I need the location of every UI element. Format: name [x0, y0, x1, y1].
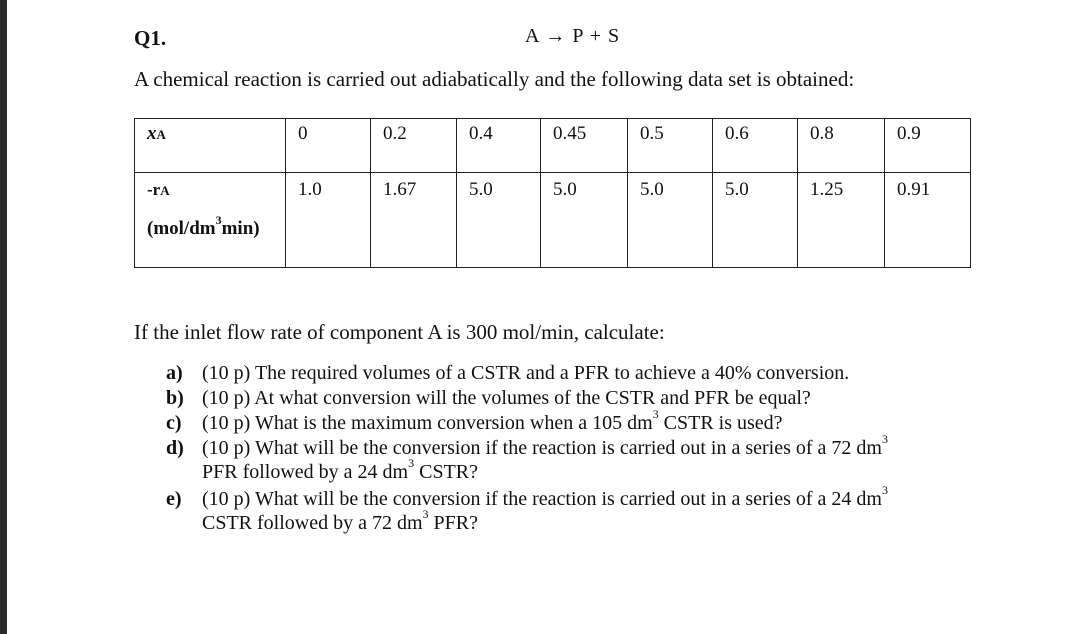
- left-edge-bar: [0, 0, 7, 634]
- rate-cell: 1.67: [371, 173, 457, 268]
- prompt-text: If the inlet flow rate of component A is 300 mol/min, calculate:: [134, 320, 665, 344]
- question-list: [166, 361, 986, 536]
- rate-cell: 0.91: [885, 173, 971, 268]
- conversion-cell: 0: [286, 119, 371, 173]
- rate-cell: 5.0: [713, 173, 798, 268]
- question-e: e) (10 p) What will be the conversion if the reaction is carried out in a series of a 24 $dm^3$ CSTR followed by a 72 $dm^3$ PFR?: [166, 483, 888, 534]
- rate-header: -rA $(mol/dm^3\min)$: [135, 173, 286, 268]
- conversion-header: xA: [135, 119, 286, 173]
- rate-cell: 5.0: [541, 173, 628, 268]
- conversion-cell: 0.5: [628, 119, 713, 173]
- conversion-cell: 0.6: [713, 119, 798, 173]
- conversion-cell: 0.4: [457, 119, 541, 173]
- rate-cell: 1.25: [798, 173, 885, 268]
- rate-cell: 1.0: [286, 173, 371, 268]
- conversion-cell: 0.2: [371, 119, 457, 173]
- question-d: d) (10 p) What will be the conversion if the reaction is carried out in a series of a 72 $dm^3$ PFR followed by a 24 $dm^3$ CSTR?: [166, 432, 888, 483]
- question-label: Q1.: [134, 26, 167, 50]
- conversion-cell: 0.45: [541, 119, 628, 173]
- data-table: [134, 118, 971, 268]
- rate-cell: 5.0: [628, 173, 713, 268]
- question-b: b) (10 p) At what conversion will the volumes of the CSTR and PFR be equal?: [166, 387, 811, 409]
- question-a: a) (10 p) The required volumes of a CSTR and a PFR to achieve a 40% conversion.: [166, 362, 850, 384]
- reaction-equation: A → P + S: [525, 25, 621, 47]
- rate-cell: 5.0: [457, 173, 541, 268]
- conversion-cell: 0.9: [885, 119, 971, 173]
- question-c: c) (10 p) What is the maximum conversion when a 105 $dm^3$ CSTR is used?: [166, 407, 783, 434]
- conversion-row: [135, 119, 971, 173]
- rate-row: [135, 173, 971, 268]
- intro-text: A chemical reaction is carried out adiabatically and the following data set is obtained:: [134, 67, 855, 91]
- conversion-cell: 0.8: [798, 119, 885, 173]
